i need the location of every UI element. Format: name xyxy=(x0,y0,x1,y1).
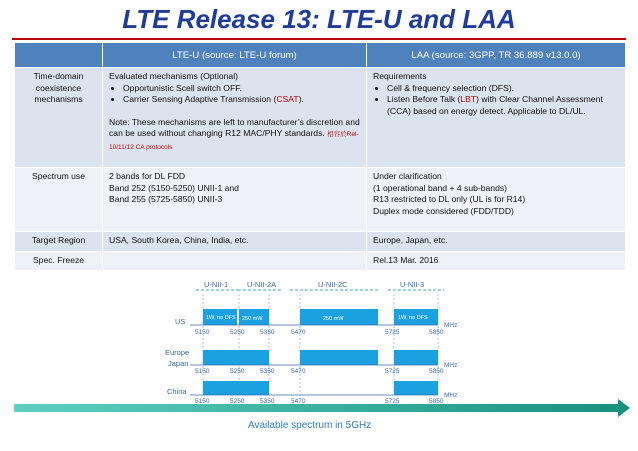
figure-caption: Available spectrum in 5GHz xyxy=(248,420,372,431)
row-label-freeze: Spec. Freeze xyxy=(15,252,103,271)
band-label: U-NII-2A xyxy=(247,280,277,289)
svg-text:1W, no DFS: 1W, no DFS xyxy=(206,315,236,321)
lteu-coexistence-cell xyxy=(103,68,367,168)
svg-text:5350: 5350 xyxy=(260,329,275,336)
region-china: China xyxy=(167,387,187,396)
svg-text:5470: 5470 xyxy=(291,368,306,375)
lteu-bullet: • Carrier Sensing Adaptive Transmission (CSAT). xyxy=(123,94,360,106)
table-row xyxy=(15,168,626,232)
laa-bullet: • Cell & frequency selection (DFS). xyxy=(387,83,619,95)
china-band-low xyxy=(203,381,269,395)
lteu-note: Note: These mechanisms are left to manufacturer’s discretion and can be used without changing R12 MAC/PHY standards. 相容於Rel-10/11/12 CA protocols xyxy=(109,116,360,151)
europe-band-mid xyxy=(300,350,378,365)
svg-text:MHz: MHz xyxy=(444,392,458,399)
csat-highlight: CSAT xyxy=(276,94,299,105)
lteu-freeze-cell xyxy=(103,252,367,271)
region-europe: Europe xyxy=(165,348,190,357)
svg-text:5250: 5250 xyxy=(230,329,245,336)
svg-text:5350: 5350 xyxy=(260,368,275,375)
svg-text:5725: 5725 xyxy=(385,368,400,375)
row-label-target: Target Region xyxy=(15,232,103,252)
comparison-table xyxy=(14,42,626,271)
header-laa: LAA (source: 3GPP, TR 36.889 v13.0.0) xyxy=(367,43,626,68)
table-row xyxy=(15,68,626,168)
svg-text:5470: 5470 xyxy=(291,398,306,405)
svg-text:250 mW: 250 mW xyxy=(323,316,344,322)
svg-text:5725: 5725 xyxy=(385,329,400,336)
lteu-bullet: • Opportunistic Scell switch OFF. xyxy=(123,83,360,95)
band-label: U-NII-1 xyxy=(204,280,229,289)
svg-text:5470: 5470 xyxy=(291,329,306,336)
svg-text:5850: 5850 xyxy=(429,329,444,336)
title-divider xyxy=(12,38,626,40)
table-header-row xyxy=(15,43,626,68)
svg-text:5350: 5350 xyxy=(260,398,275,405)
lteu-target-cell: USA, South Korea, China, India, etc. xyxy=(103,232,367,252)
lbt-highlight: LBT xyxy=(460,94,477,105)
spectrum-diagram xyxy=(0,272,638,451)
svg-text:5250: 5250 xyxy=(230,368,245,375)
region-us: US xyxy=(175,317,186,326)
spectrum-figure xyxy=(0,272,638,451)
region-japan: Japan xyxy=(168,359,189,368)
europe-band-low xyxy=(203,350,269,365)
laa-bullet: • Listen Before Talk (LBT) with Clear Channel Assessment (CCA) based on energy detect. Applicable to DL/UL. xyxy=(387,94,619,117)
row-label-spectrum: Spectrum use xyxy=(15,168,103,232)
header-lteu: LTE-U (source: LTE-U forum) xyxy=(103,43,367,68)
table-row xyxy=(15,232,626,252)
svg-text:5250: 5250 xyxy=(230,398,245,405)
lteu-spectrum-cell: 2 bands for DL FDD Band 252 (5150-5250) UNII-1 and Band 255 (5725-5850) UNII-3 xyxy=(103,168,367,232)
laa-heading: Requirements xyxy=(373,71,427,81)
band-label: U-NII-2C xyxy=(318,280,348,289)
svg-text:1W, no DFS: 1W, no DFS xyxy=(398,315,428,321)
lteu-annotation: 相容於Rel-10/11/12 CA protocols xyxy=(109,131,359,151)
europe-band-high xyxy=(394,350,438,365)
svg-text:5150: 5150 xyxy=(195,329,210,336)
laa-coexistence-cell xyxy=(367,68,626,168)
laa-spectrum-cell: Under clarification (1 operational band + 4 sub-bands) R13 restricted to DL only (UL is for R14) Duplex mode considered (FDD/TDD) xyxy=(367,168,626,232)
laa-target-cell: Europe, Japan, etc. xyxy=(367,232,626,252)
svg-text:250 mW: 250 mW xyxy=(242,316,263,322)
table-row xyxy=(15,252,626,271)
header-empty xyxy=(15,43,103,68)
row-label-coexistence: Time-domain coexistence mechanisms xyxy=(15,68,103,168)
lteu-heading: Evaluated mechanisms (Optional) xyxy=(109,71,238,81)
laa-freeze-cell: Rel.13 Mar. 2016 xyxy=(367,252,626,271)
svg-text:5150: 5150 xyxy=(195,398,210,405)
svg-text:5850: 5850 xyxy=(429,398,444,405)
svg-text:5150: 5150 xyxy=(195,368,210,375)
svg-text:MHz: MHz xyxy=(444,322,458,329)
svg-text:MHz: MHz xyxy=(444,362,458,369)
svg-text:5850: 5850 xyxy=(429,368,444,375)
page-title: LTE Release 13: LTE-U and LAA xyxy=(122,4,516,34)
svg-text:5725: 5725 xyxy=(385,398,400,405)
band-label: U-NII-3 xyxy=(400,280,425,289)
spectrum-arrow xyxy=(14,399,630,417)
china-band-high xyxy=(394,381,438,395)
